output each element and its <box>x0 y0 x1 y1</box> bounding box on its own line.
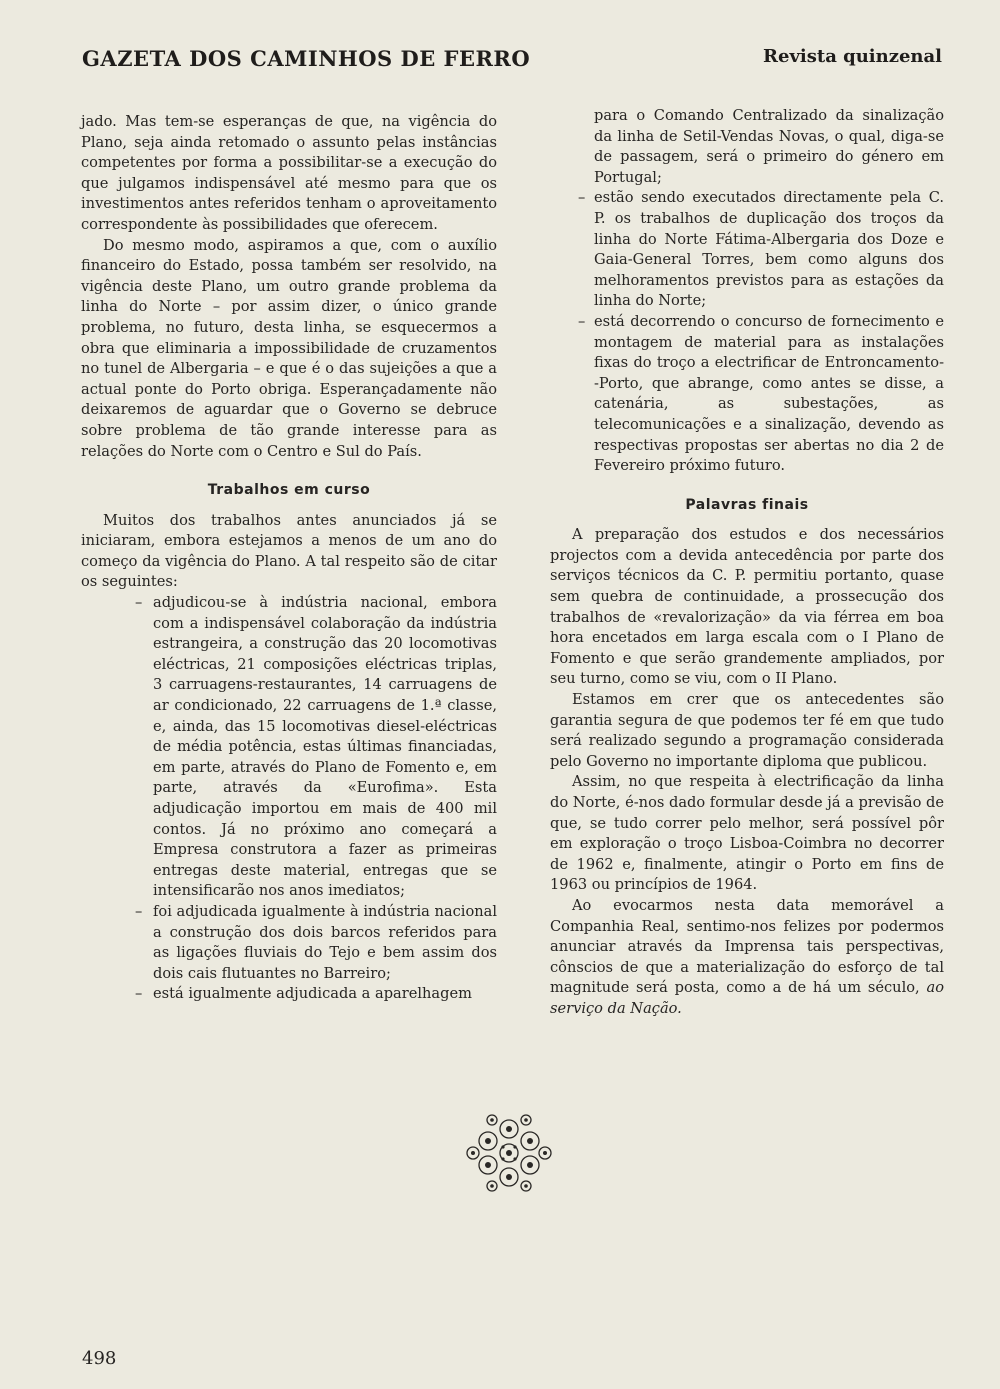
rope-cross-section-ornament-icon <box>464 1112 554 1194</box>
list-item: – está decorrendo o concurso de fornecimento e montagem de material para as instalações fixas do troço a electrificar de Entroncamento--Porto, que abrange, como antes se disse, a catenária, as subestações, as telecomunicações e a sinalização, devendo as respectivas propostas ser abertas no dia 2 de Fevereiro próximo futuro. <box>572 312 944 477</box>
paragraph: A preparação dos estudos e dos necessários projectos com a devida antecedência por parte dos serviços técnicos da C. P. permitiu portanto, quase sem quebra de continuidade, a prossecução dos trabalhos de «revalorização» da via férrea em boa hora encetados em larga escala com o I Plano de Fomento e que serão grandemente ampliados, por seu turno, como se viu, com o II Plano. <box>550 526 944 688</box>
paragraph: Assim, no que respeita à electrificação da linha do Norte, é-nos dado formular desde já a previsão de que, se tudo correr pelo melhor, será possível pôr em exploração o troço Lisboa-Coimbra no decorrer de 1962 e, finalmente, atingir o Porto em fins de 1963 ou princípios de 1964. <box>550 773 944 894</box>
journal-subtitle: Revista quinzenal <box>763 46 942 67</box>
section-heading-trabalhos: Trabalhos em curso <box>207 482 371 499</box>
paragraph: Do mesmo modo, aspiramos a que, com o auxílio financeiro do Estado, possa também ser resolvido, na vigência deste Plano, um outro grande problema da linha do Norte – por assim dizer, o único grande problema, no futuro, desta linha, se esquecermos a obra que eliminaria a impossibilidade de cruzamentos no tunel de Albergaria – e que é o das sujeições a que a actual ponte do Porto obriga. Esperançadamente não deixaremos de aguardar que o Governo se debruce sobre problema de tão grande interesse para as relações do Norte com o Centro e Sul do País. <box>81 236 497 460</box>
list-item: – adjudicou-se à indústria nacional, embora com a indispensável colaboração da indústria estrangeira, a construção das 20 locomotivas eléctricas, 21 composições eléctricas triplas, 3 carruagens-restaurantes, 14 carruagens de ar condicionado, 22 carruagens de 1.ª classe, e, ainda, das 15 locomotivas diesel-eléctricas de média potência, estas últimas financiadas, em parte, através do Plano de Fomento e, em parte, através da «Eurofima». Esta adjudicação importou em mais de 400 mil contos. Já no próximo ano começará a Empresa construtora a fazer as primeiras entregas deste material, entregas que se intensificarão nos anos imediatos; <box>129 593 497 902</box>
list-item-continuation: para o Comando Centralizado da sinalização da linha de Setil-Vendas Novas, o qual, diga-se de passagem, será o primeiro do género em Portugal; <box>594 107 944 186</box>
left-column <box>81 112 497 1005</box>
list-item: – estão sendo executados directamente pela C. P. os trabalhos de duplicação dos troços da linha do Norte Fátima-Albergaria dos Doze e Gaia-General Torres, bem como alguns dos melhoramentos previstos para as estações da linha do Norte; <box>572 188 944 312</box>
journal-title: GAZETA DOS CAMINHOS DE FERRO <box>82 46 531 71</box>
right-column <box>550 106 944 1020</box>
list-item: – foi adjudicada igualmente à indústria nacional a construção dos dois barcos referidos para as ligações fluviais do Tejo e bem assim dos dois cais flutuantes no Barreiro; <box>129 902 497 984</box>
emphasis-text: ao serviço da Nação. <box>550 979 944 1017</box>
page-number: 498 <box>82 1348 117 1369</box>
section-heading-palavras-finais: Palavras finais <box>685 496 809 513</box>
paragraph: jado. Mas tem-se esperanças de que, na vigência do Plano, seja ainda retomado o assunto pelas instâncias competentes por forma a possibilitar-se a execução do que julgamos indispensável até mesmo para que os investimentos antes referidos tenham o aproveitamento correspondente às possibilidades que oferecem. <box>81 113 497 233</box>
paragraph <box>550 896 944 1020</box>
paragraph-text: Ao evocarmos nesta data memorável a Companhia Real, sentimo-nos felizes por podermos anunciar através da Imprensa tais perspectivas, cônscios de que a materialização do esforço de tal magnitude será posta, como a de há um século, <box>550 896 944 997</box>
list-item: – está igualmente adjudicada a aparelhagem <box>129 984 497 1005</box>
paragraph: Muitos dos trabalhos antes anunciados já se iniciaram, embora estejamos a menos de um ano do começo da vigência do Plano. A tal respeito são de citar os seguintes: <box>81 511 497 591</box>
paragraph: Estamos em crer que os antecedentes são garantia segura de que podemos ter fé em que tudo será realizado segundo a programação considerada pelo Governo no importante diploma que publicou. <box>550 691 944 770</box>
